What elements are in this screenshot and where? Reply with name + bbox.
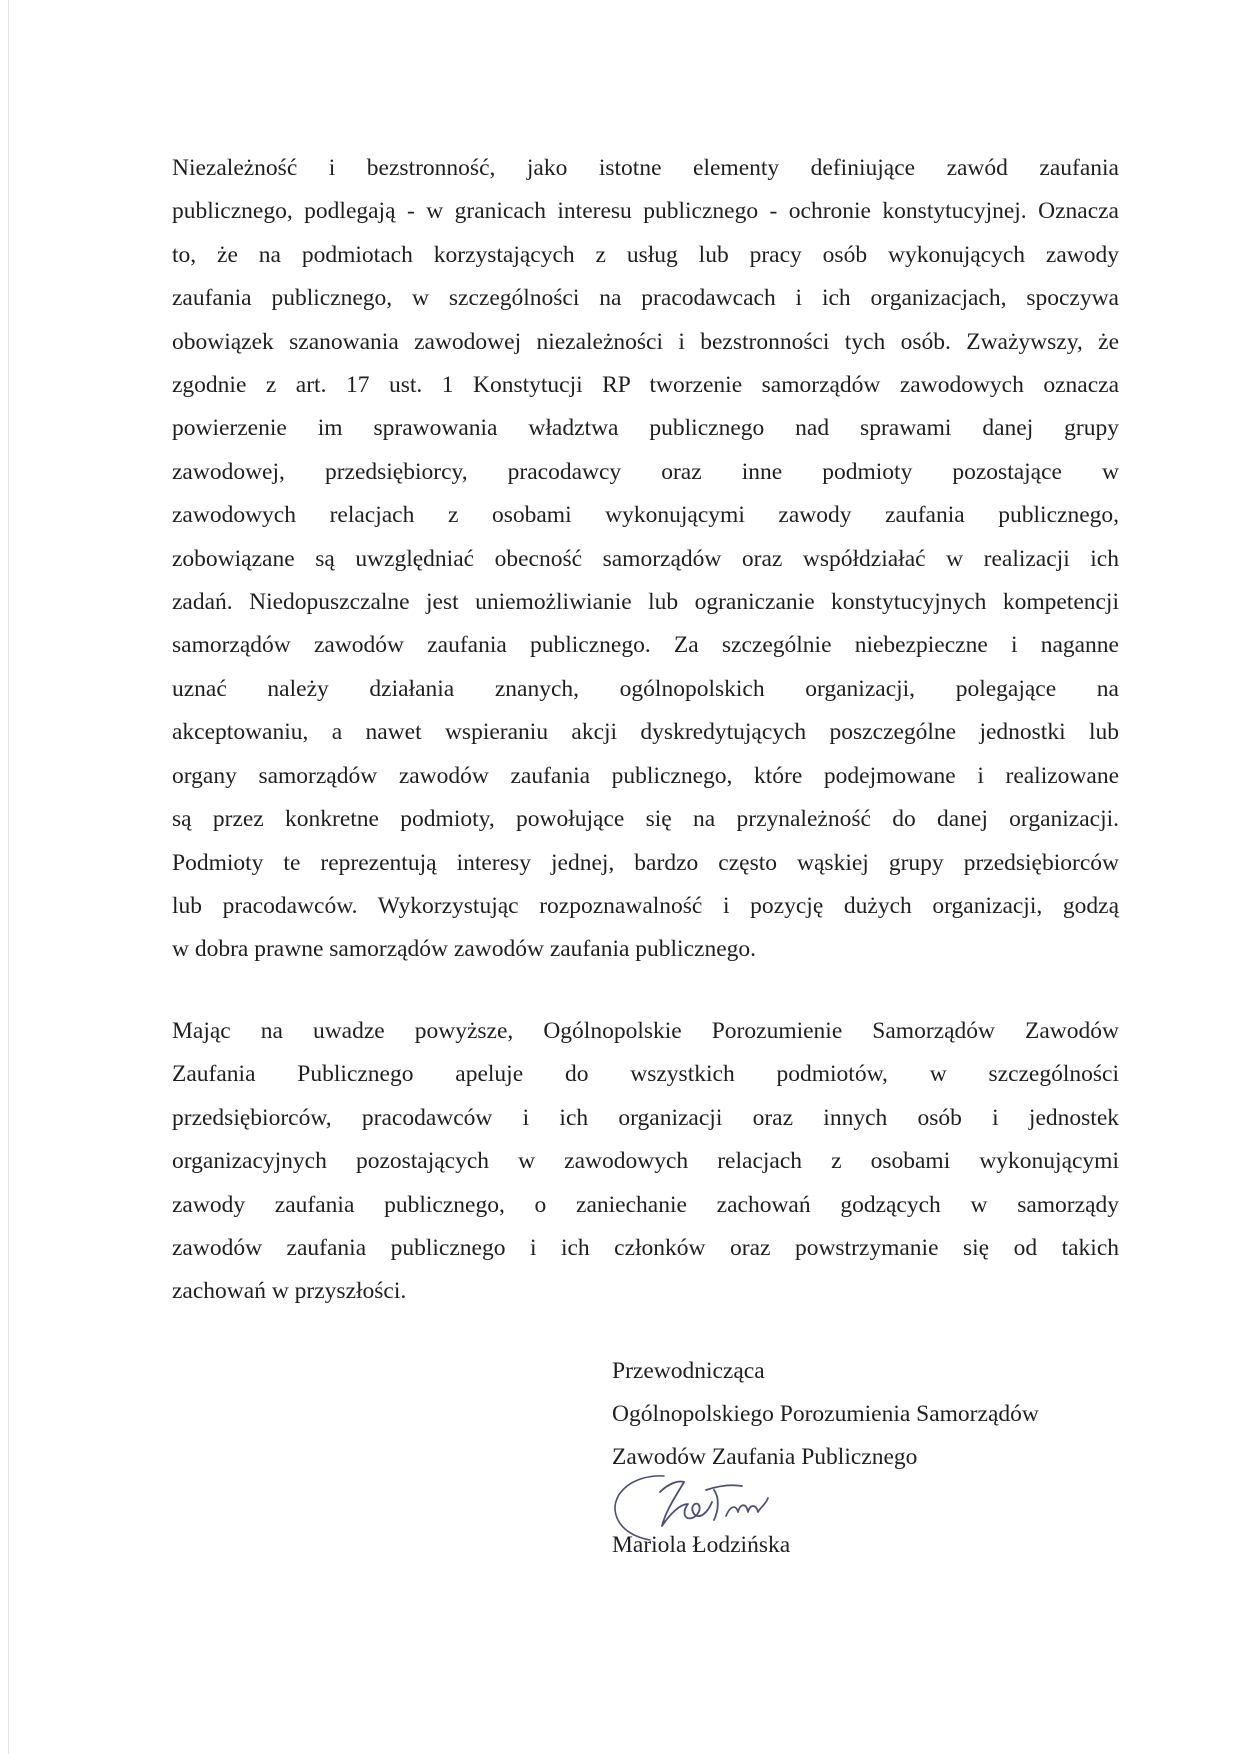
text-line: zachowań w przyszłości.	[172, 1278, 407, 1305]
text-line: zawody zaufania publicznego, o zaniechanie zachowań godzących w samorządy	[172, 1191, 1119, 1218]
signatory-title-line: Ogólnopolskiego Porozumienia Samorządów	[612, 1401, 1039, 1428]
text-line: zawodowej, przedsiębiorcy, pracodawcy oraz inne podmioty pozostające w	[172, 458, 1119, 485]
signatory-title-line: Zawodów Zaufania Publicznego	[612, 1444, 918, 1471]
text-line: w dobra prawne samorządów zawodów zaufania publicznego.	[172, 936, 757, 963]
text-line: obowiązek szanowania zawodowej niezależności i bezstronności tych osób. Zważywszy, że	[172, 328, 1119, 355]
text-line: organizacyjnych pozostających w zawodowych relacjach z osobami wykonującymi	[172, 1148, 1119, 1175]
signatory-title	[612, 1350, 1132, 1480]
text-line: Mając na uwadze powyższe, Ogólnopolskie Porozumienie Samorządów Zawodów	[172, 1018, 1119, 1044]
signatory-title-line: Przewodnicząca	[612, 1358, 765, 1384]
paragraph-appeal	[172, 1010, 1119, 1314]
text-line: Niezależność i bezstronność, jako istotne elementy definiujące zawód zaufania	[172, 155, 1119, 181]
text-line: zadań. Niedopuszczalne jest uniemożliwianie lub ograniczanie konstytucyjnych kompetencji	[172, 589, 1119, 616]
text-line: zgodnie z art. 17 ust. 1 Konstytucji RP tworzenie samorządów zawodowych oznacza	[172, 372, 1119, 399]
text-line: są przez konkretne podmioty, powołujące się na przynależność do danej organizacji.	[172, 806, 1119, 833]
text-line: przedsiębiorców, pracodawców i ich organizacji oraz innych osób i jednostek	[172, 1104, 1119, 1131]
text-line: publicznego, podlegają - w granicach interesu publicznego - ochronie konstytucyjnej. Oznacza	[172, 198, 1119, 225]
text-line: to, że na podmiotach korzystających z usług lub pracy osób wykonujących zawody	[172, 241, 1119, 268]
text-line: organy samorządów zawodów zaufania publicznego, które podejmowane i realizowane	[172, 762, 1119, 789]
text-line: Zaufania Publicznego apeluje do wszystkich podmiotów, w szczególności	[172, 1061, 1119, 1088]
text-line: zawodów zaufania publicznego i ich członków oraz powstrzymanie się od takich	[172, 1235, 1119, 1262]
text-line: zaufania publicznego, w szczególności na pracodawcach i ich organizacjach, spoczywa	[172, 285, 1119, 312]
text-line: powierzenie im sprawowania władztwa publicznego nad sprawami danej grupy	[172, 415, 1119, 442]
paragraph-independence	[172, 147, 1119, 972]
text-line: akceptowaniu, a nawet wspieraniu akcji dyskredytujących poszczególne jednostki lub	[172, 719, 1119, 746]
text-line: samorządów zawodów zaufania publicznego. Za szczególnie niebezpieczne i naganne	[172, 632, 1119, 659]
text-line: zobowiązane są uwzględniać obecność samorządów oraz współdziałać w realizacji ich	[172, 545, 1119, 572]
scan-edge-line	[8, 0, 9, 1754]
signer-name: Mariola Łodzińska	[612, 1532, 791, 1558]
text-line: Podmioty te reprezentują interesy jednej, bardzo często wąskiej grupy przedsiębiorców	[172, 849, 1119, 876]
text-line: zawodowych relacjach z osobami wykonującymi zawody zaufania publicznego,	[172, 502, 1119, 529]
text-line: uznać należy działania znanych, ogólnopolskich organizacji, polegające na	[172, 675, 1119, 702]
text-line: lub pracodawców. Wykorzystując rozpoznawalność i pozycję dużych organizacji, godzą	[172, 892, 1119, 919]
